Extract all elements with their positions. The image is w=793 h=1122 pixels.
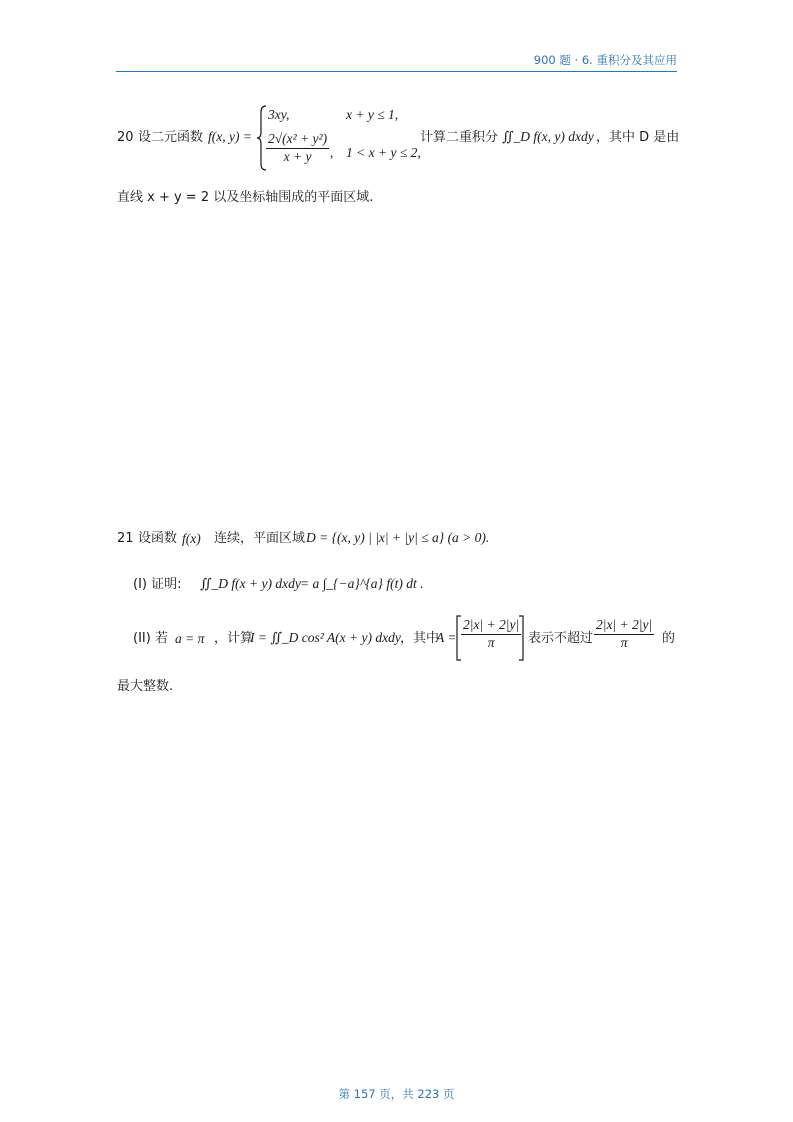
case2-denominator: x + y — [283, 148, 312, 164]
case2-comma: , — [330, 145, 334, 160]
header-rule — [116, 71, 677, 72]
part1-rhs: = a ∫_{−a}^{a} f(t) dt . — [300, 576, 424, 591]
problem-20-task: 计算二重积分 — [420, 130, 499, 145]
problem-21-number: 21 — [117, 531, 134, 546]
problem-20-function: f(x, y) = — [208, 129, 252, 144]
A-numerator-repeat: 2|x| + 2|y| — [594, 618, 654, 635]
part2-label: (II) 若 — [133, 631, 168, 646]
case2-fraction — [266, 132, 329, 165]
problem-21-last-line: 最大整数. — [117, 679, 174, 694]
problem-20-number: 20 — [117, 130, 134, 145]
A-numerator: 2|x| + 2|y| — [461, 618, 521, 635]
page-header: 900 题 · 6. 重积分及其应用 — [533, 53, 677, 67]
part2-condition: a = π — [175, 631, 205, 646]
case2-numerator: 2√(x² + y²) — [266, 132, 329, 149]
part2-of: 的 — [662, 631, 676, 646]
part1-lhs: ∬_D f(x + y) dxdy — [200, 576, 301, 591]
case1-expression: 3xy, — [268, 107, 290, 122]
problem-21-domain: D = {(x, y) | |x| + |y| ≤ a} (a > 0). — [306, 530, 490, 545]
A-fraction-repeat — [594, 618, 654, 651]
part2-means: 表示不超过 — [528, 631, 594, 646]
A-lhs: A = — [436, 630, 457, 645]
A-denominator-repeat: π — [620, 634, 628, 650]
problem-20-intro: 设二元函数 — [138, 130, 204, 145]
problem-21-text1: 连续，平面区域 — [214, 531, 306, 546]
page-footer: 第 157 页，共 223 页 — [338, 1087, 455, 1101]
problem-20-integral: ∬_D f(x, y) dxdy — [502, 129, 594, 144]
case2-condition: 1 < x + y ≤ 2, — [346, 145, 421, 160]
problem-21-intro: 设函数 — [138, 531, 178, 546]
A-denominator: π — [487, 634, 495, 650]
problem-20-line2: 直线 x + y = 2 以及坐标轴围成的平面区域. — [117, 190, 374, 205]
problem-21-fx: f(x) — [182, 531, 201, 546]
A-fraction — [461, 618, 521, 651]
part2-text: ，计算 — [214, 631, 254, 646]
part1-label: (I) 证明: — [133, 577, 182, 592]
part2-where: ，其中 — [400, 631, 440, 646]
problem-20-tail: ，其中 D 是由 — [596, 130, 680, 145]
part2-integral: I = ∬_D cos² A(x + y) dxdy — [250, 630, 401, 645]
case1-condition: x + y ≤ 1, — [346, 107, 399, 122]
